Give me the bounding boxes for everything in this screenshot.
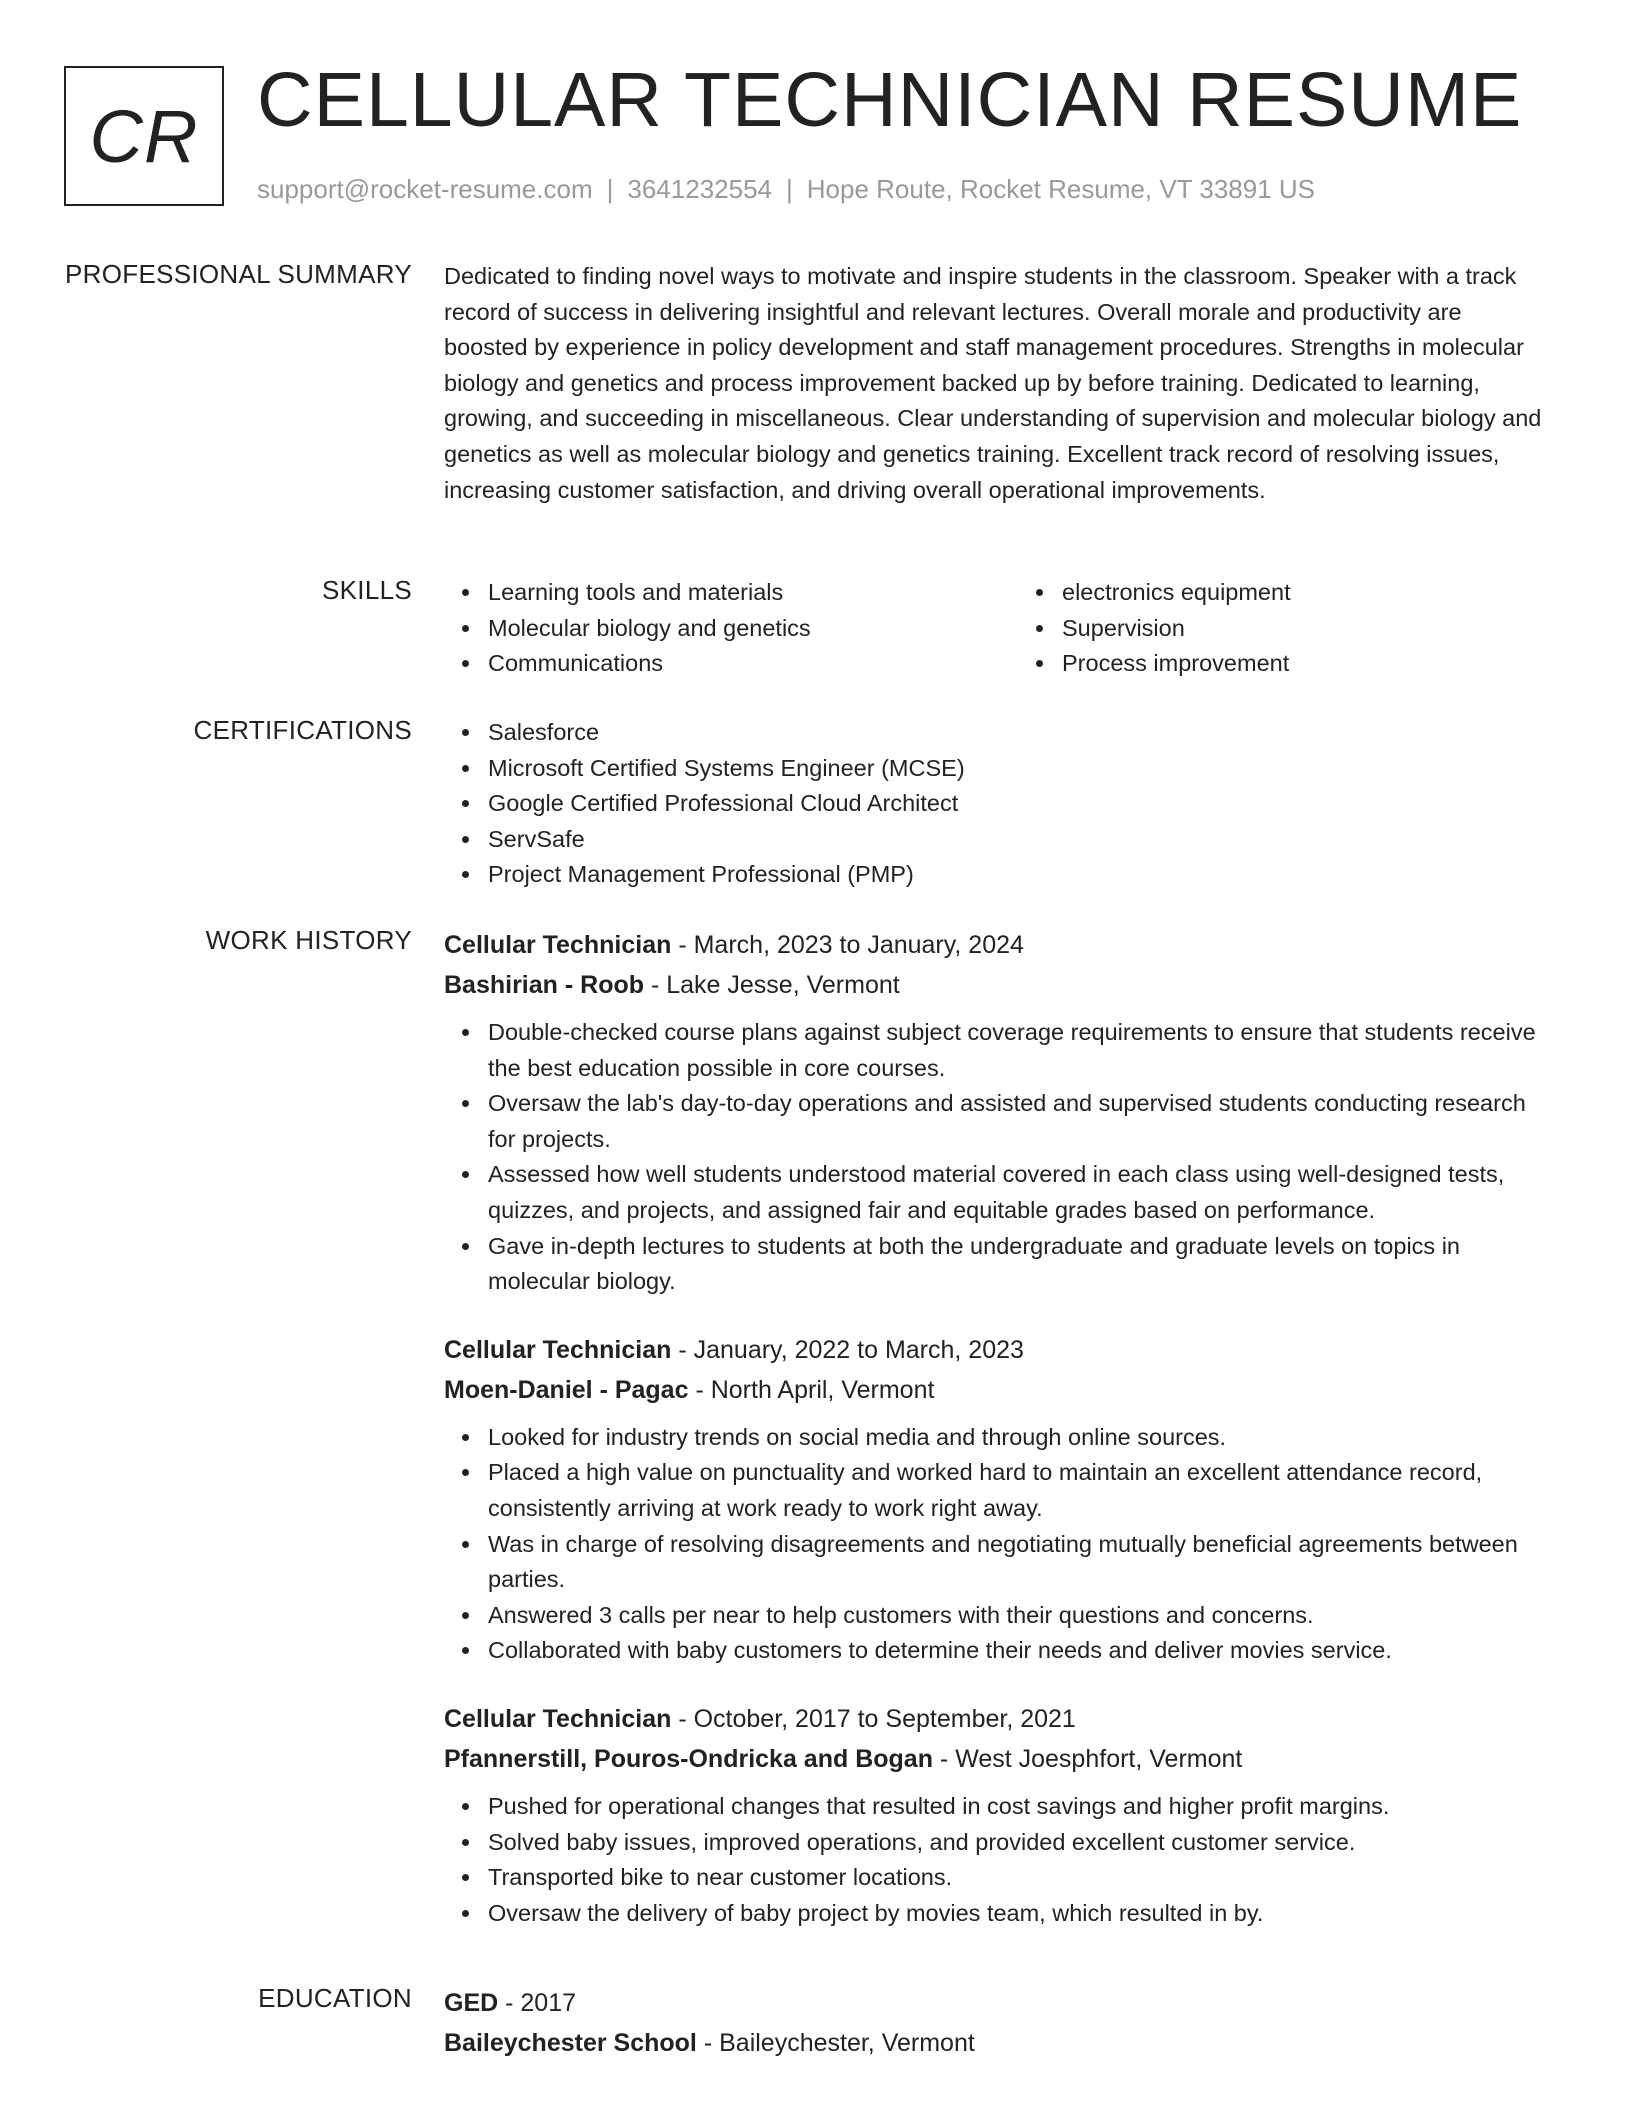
certification-item: Salesforce (488, 715, 1548, 751)
skill-item: Molecular biology and genetics (488, 611, 974, 647)
work-history-body (444, 925, 1548, 1961)
job-entry (444, 1699, 1548, 1931)
job-company: Moen-Daniel - Pagac (444, 1375, 689, 1404)
job-duty: Gave in-depth lectures to students at both the undergraduate and graduate levels on topics in molecular biology. (488, 1229, 1548, 1300)
summary-text: Dedicated to finding novel ways to motivate and inspire students in the classroom. Speaker with a track record of success in delivering insightful and relevant lectures. Overall morale and productivity are boosted by experience in policy development and staff management procedures. Strengths in molecular biology and genetics and process improvement backed up by before training. Dedicated to learning, growing, and succeeding in miscellaneous. Clear understanding of supervision and molecular biology and genetics as well as molecular biology and genetics training. Excellent track record of resolving issues, increasing customer satisfaction, and driving overall operational improvements. (444, 263, 1542, 503)
job-title-line: Cellular Technician - January, 2022 to March, 2023 (444, 1335, 1024, 1364)
job-duties-list (444, 1789, 1548, 1931)
education-degree-line: GED - 2017 (444, 1989, 577, 2017)
job-duty: Collaborated with baby customers to determine their needs and deliver movies service. (488, 1633, 1548, 1669)
contact-separator: | (786, 174, 793, 204)
job-duty: Placed a high value on punctuality and worked hard to maintain an excellent attendance record, consistently arriving at work ready to work right away. (488, 1455, 1548, 1526)
education-location: Baileychester, Vermont (719, 2029, 975, 2057)
certifications-body (444, 715, 1548, 893)
job-duty: Transported bike to near customer locations. (488, 1860, 1548, 1896)
job-dates: October, 2017 to September, 2021 (693, 1704, 1076, 1733)
certification-item: ServSafe (488, 822, 1548, 858)
job-duty: Oversaw the delivery of baby project by movies team, which resulted in by. (488, 1896, 1548, 1932)
certifications-list (444, 715, 1548, 893)
job-company-line: Bashirian - Roob - Lake Jesse, Vermont (444, 971, 900, 999)
skill-item: Process improvement (1062, 646, 1548, 682)
contact-separator: | (606, 174, 614, 204)
job-company: Bashirian - Roob (444, 971, 645, 999)
job-entry (444, 1330, 1548, 1669)
education-school-line: Baileychester School - Baileychester, Vermont (444, 2029, 975, 2057)
job-duty: Oversaw the lab's day-to-day operations and assisted and supervised students conducting research for projects. (488, 1086, 1548, 1157)
skills-list-left (444, 575, 974, 682)
job-company: Pfannerstill, Pouros-Ondricka and Bogan (444, 1744, 933, 1773)
skills-list-right (974, 575, 1548, 682)
contact-phone: 3641232554 (627, 174, 772, 204)
contact-line (257, 174, 1315, 205)
job-company-line: Moen-Daniel - Pagac - North April, Vermont (444, 1375, 935, 1404)
section-label-skills: SKILLS (322, 575, 412, 605)
skills-body (444, 575, 1548, 682)
summary-body (444, 259, 1548, 508)
job-duty: Was in charge of resolving disagreements and negotiating mutually beneficial agreements between parties. (488, 1527, 1548, 1598)
section-label-summary: PROFESSIONAL SUMMARY (65, 259, 412, 289)
education-school: Baileychester School (444, 2029, 697, 2057)
resume-title: CELLULAR TECHNICIAN RESUME (257, 57, 1523, 143)
certification-item: Google Certified Professional Cloud Architect (488, 786, 1548, 822)
contact-email: support@rocket-resume.com (257, 174, 593, 204)
education-body (444, 1983, 1548, 2063)
job-title-line: Cellular Technician - March, 2023 to January, 2024 (444, 931, 1024, 959)
monogram-initials: CR (89, 94, 199, 178)
contact-address: Hope Route, Rocket Resume, VT 33891 US (806, 174, 1315, 204)
job-duties-list (444, 1015, 1548, 1300)
job-title-line: Cellular Technician - October, 2017 to September, 2021 (444, 1704, 1076, 1733)
job-duty: Answered 3 calls per near to help customers with their questions and concerns. (488, 1598, 1548, 1634)
job-title: Cellular Technician (444, 1704, 672, 1733)
job-duty: Pushed for operational changes that resulted in cost savings and higher profit margins. (488, 1789, 1548, 1825)
section-label-work-history: WORK HISTORY (205, 925, 412, 955)
job-dates: January, 2022 to March, 2023 (693, 1335, 1024, 1364)
job-duty: Double-checked course plans against subject coverage requirements to ensure that students receive the best education possible in core courses. (488, 1015, 1548, 1086)
job-location: Lake Jesse, Vermont (666, 971, 900, 999)
job-duty: Assessed how well students understood material covered in each class using well-designed tests, quizzes, and projects, and assigned fair and equitable grades based on performance. (488, 1157, 1548, 1228)
monogram-logo (64, 66, 224, 206)
job-duties-list (444, 1420, 1548, 1669)
job-dates: March, 2023 to January, 2024 (693, 931, 1024, 959)
skill-item: electronics equipment (1062, 575, 1548, 611)
job-entry (444, 925, 1548, 1300)
section-label-certifications: CERTIFICATIONS (193, 715, 412, 745)
certification-item: Project Management Professional (PMP) (488, 857, 1548, 893)
certification-item: Microsoft Certified Systems Engineer (MCSE) (488, 751, 1548, 787)
job-location: North April, Vermont (710, 1375, 935, 1404)
job-company-line: Pfannerstill, Pouros-Ondricka and Bogan - West Joesphfort, Vermont (444, 1744, 1243, 1773)
skill-item: Communications (488, 646, 974, 682)
skill-item: Supervision (1062, 611, 1548, 647)
job-title: Cellular Technician (444, 1335, 672, 1364)
education-year: 2017 (520, 1989, 577, 2017)
skills-grid (444, 575, 1548, 682)
job-location: West Joesphfort, Vermont (955, 1744, 1243, 1773)
section-label-education: EDUCATION (258, 1983, 412, 2013)
job-duty: Solved baby issues, improved operations, and provided excellent customer service. (488, 1825, 1548, 1861)
education-degree: GED (444, 1989, 499, 2017)
skill-item: Learning tools and materials (488, 575, 974, 611)
job-duty: Looked for industry trends on social media and through online sources. (488, 1420, 1548, 1456)
job-title: Cellular Technician (444, 931, 672, 959)
